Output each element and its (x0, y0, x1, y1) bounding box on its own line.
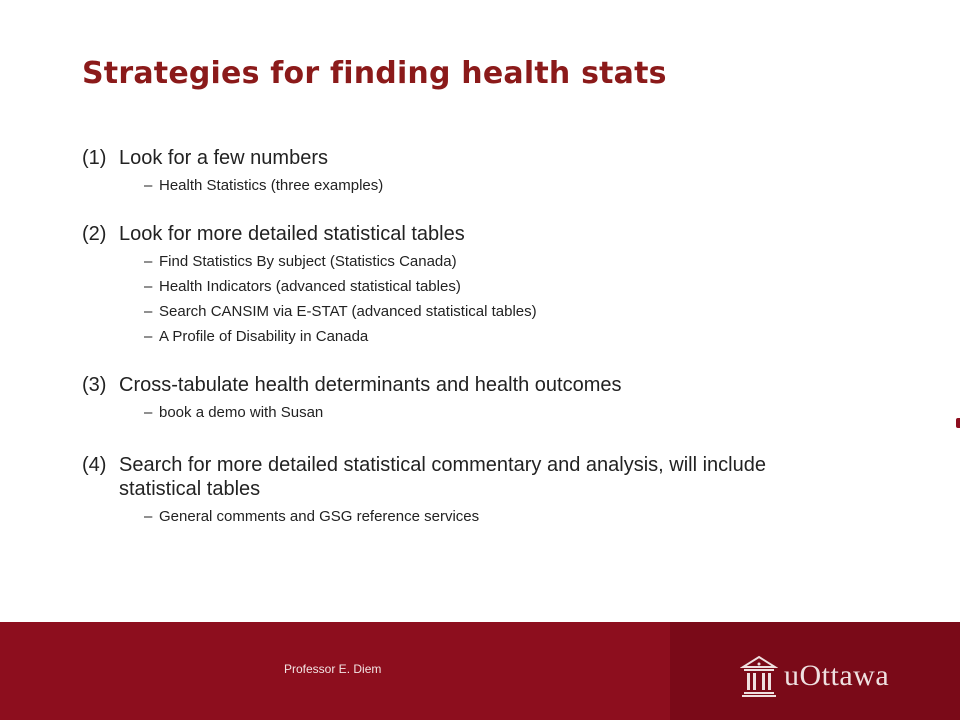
list-item[interactable] (82, 176, 842, 196)
list-item[interactable] (82, 302, 842, 322)
section-heading: Look for a few numbers (119, 147, 328, 169)
slide-title: Strategies for finding health stats (82, 56, 667, 91)
section-heading: Look for more detailed statistical tables (119, 223, 465, 245)
list-item-label: General comments and GSG reference services (159, 508, 480, 525)
list-item-label: Search CANSIM via E-STAT (advanced statistical tables) (159, 303, 537, 320)
dash-bullet: – (144, 508, 153, 525)
dash-bullet: – (144, 278, 153, 295)
list-item[interactable] (82, 277, 842, 297)
section-number: (2) (82, 223, 107, 245)
strategy-section-2 (82, 222, 842, 347)
list-item[interactable] (82, 327, 842, 347)
section-number: (1) (82, 147, 107, 169)
list-item-label: A Profile of Disability in Canada (159, 328, 369, 345)
list-item[interactable] (82, 403, 842, 423)
slide-content (82, 146, 842, 553)
dash-bullet: – (144, 328, 153, 345)
university-building-icon (740, 655, 778, 697)
section-heading: Search for more detailed statistical commentary and analysis, will include statistical tables (119, 454, 766, 500)
strategy-section-3 (82, 373, 842, 423)
dash-bullet: – (144, 253, 153, 270)
presenter-name: Professor E. Diem (284, 662, 382, 676)
list-item[interactable] (82, 507, 842, 527)
edge-marker (956, 418, 960, 428)
list-item-label: book a demo with Susan (159, 404, 324, 421)
strategy-section-4 (82, 453, 842, 527)
logo-wordmark: uOttawa (784, 659, 890, 692)
section-heading: Cross-tabulate health determinants and health outcomes (119, 374, 622, 396)
section-number: (3) (82, 374, 107, 396)
list-item-label: Find Statistics By subject (Statistics Canada) (159, 253, 457, 270)
dash-bullet: – (144, 303, 153, 320)
dash-bullet: – (144, 177, 153, 194)
uottawa-logo[interactable] (740, 655, 889, 697)
strategy-section-1 (82, 146, 842, 196)
section-number: (4) (82, 454, 107, 476)
list-item-label: Health Indicators (advanced statistical tables) (159, 278, 461, 295)
list-item[interactable] (82, 252, 842, 272)
dash-bullet: – (144, 404, 153, 421)
list-item-label: Health Statistics (three examples) (159, 177, 384, 194)
